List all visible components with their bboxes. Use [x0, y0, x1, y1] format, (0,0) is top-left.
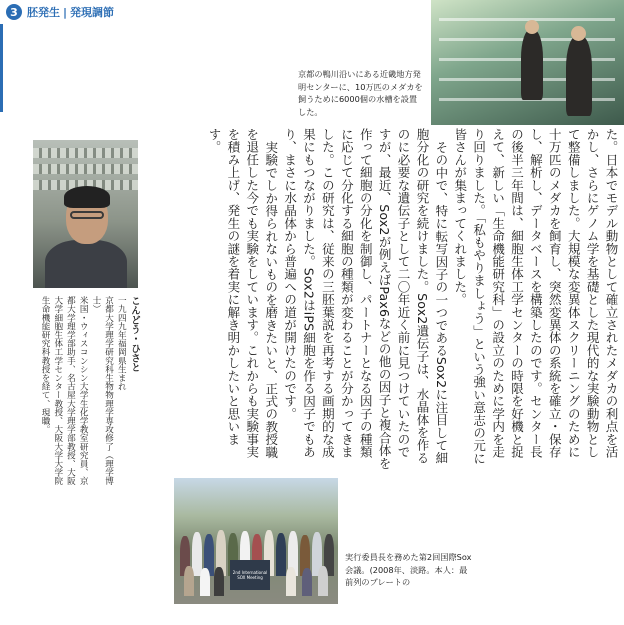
group-photo-caption: 実行委員長を務めた第2回国際Sox会議。(2008年、淡路。本人：最前列のプレートの	[345, 552, 472, 587]
body-paragraph: た。日本でモデル動物として確立されたメダカの利点を活かし、さらにゲノム学を基礎とした現代的な実験動物として整備しました。大規模な変異体スクリーニングのために十万匹のメダカを飼育し、突然変異体の系統を確立・保存し、解析し、データベースを構築したのです。センター長の後半三年間は、細胞生体工学センターの時限を好機と捉えて、新しい「生命機能研究科」の設立のために学内を走り回りました。「私もやりましょう」という強い意志の元に皆さんが集まってくれました。	[452, 128, 619, 465]
topic-label: 発現調節	[70, 6, 115, 19]
article-body	[172, 128, 620, 470]
section-title	[27, 4, 114, 20]
lab-shelf	[33, 148, 138, 158]
author-portrait	[33, 140, 138, 288]
attendee	[184, 566, 194, 596]
attendee	[192, 532, 202, 576]
accent-rule	[0, 24, 3, 112]
body-paragraph: 実験でしか得られないものを磨きたいと、正式の教授職を退任した今でも実験をしています。これからも実験事実を積み上げ、発生の謎を着実に解き明かしたいと思います。	[206, 128, 279, 459]
attendee	[302, 568, 312, 596]
lab-photo-caption: 京都の鴨川沿いにある近畿地方発明センターに、10万匹のメダカを飼うために6000個の水槽を設置した。	[298, 69, 423, 117]
researcher	[566, 36, 592, 116]
author-hair	[64, 186, 110, 208]
researcher-face	[571, 26, 586, 41]
glasses-icon	[70, 211, 104, 219]
researcher	[521, 30, 543, 100]
section-number-badge: 3	[6, 4, 22, 20]
sox-meeting-group-photo	[174, 478, 338, 604]
attendee	[214, 567, 224, 596]
researcher-face	[525, 20, 539, 34]
bio-line: 一九四九年福岡県生まれ	[116, 296, 127, 391]
attendee	[318, 566, 328, 596]
category-label: 胚発生	[27, 6, 60, 19]
author-name: こんどう・ひさと	[129, 296, 140, 372]
body-paragraph: その中で、特に転写因子の一つであるSox2に注目して細胞分化の研究を続けました。Sox2遺伝子は、水晶体を作るのに必要な遺伝子として二〇年近く前に見つけていたのですが、最近、Sox2が例えばPax6などの他の因子と複合体を作って細胞の分化を制御し、パートナーとなる因子の種類に応じて分化する細胞の種類が変わることが分かってきました。この研究は、従来の三胚葉説を再考する画期的な成果にもつながりました。Sox2はiPS細胞を作る因子でもあり、まさに水晶体から普遍への道が開けたのです。	[282, 128, 449, 470]
bio-line: 米国・ウィスコンシン大学生化学教室研究員、京都大学理学部助手、名古屋大学理学部教授、大阪大学細胞生体工学センター教授、大阪大学大学院生命機能研究科教授を経て、現職。	[40, 296, 89, 486]
attendee	[276, 533, 286, 576]
title-separator: |	[63, 6, 68, 19]
author-body	[45, 240, 127, 288]
attendee	[200, 568, 210, 596]
medaka-lab-photo	[431, 0, 624, 125]
lab-shelf	[33, 164, 138, 174]
bio-line: 京都大学理学研究科生物物理学専攻修了（理学博士）	[90, 296, 114, 486]
author-bio	[36, 296, 140, 490]
section-header	[0, 0, 114, 24]
meeting-plate: 2nd International SOX Meeting	[230, 560, 270, 590]
attendee	[286, 567, 296, 596]
